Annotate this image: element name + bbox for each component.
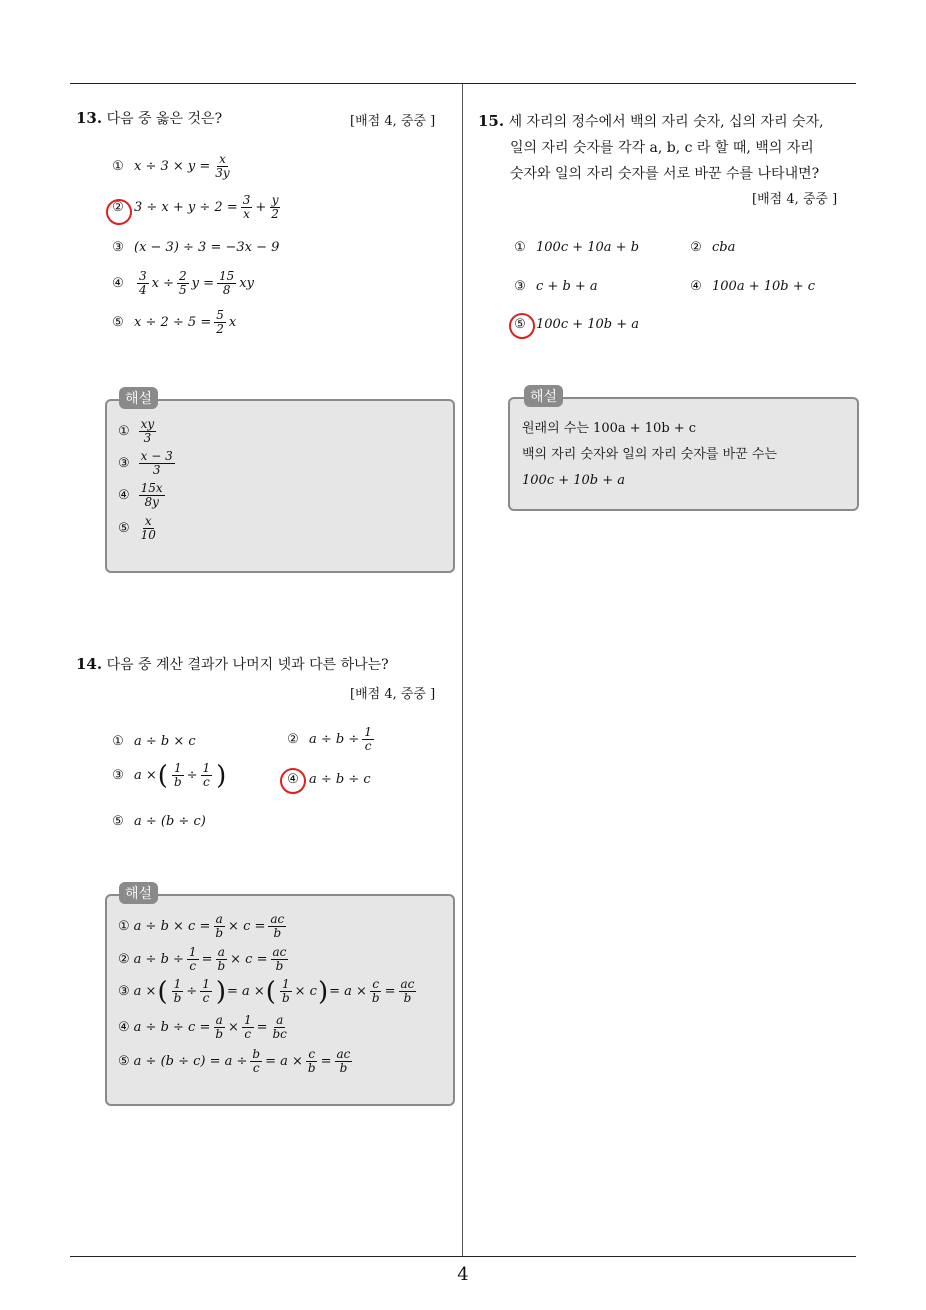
solution-line: 원래의 수는 100a + 10b + c [522, 421, 697, 436]
question-text-line2: 일의 자리 숫자를 각각 a, b, c 라 할 때, 백의 자리 [510, 140, 814, 156]
solution-tag: 해설 [119, 882, 158, 904]
question-text-line3: 숫자와 일의 자리 숫자를 서로 바꾼 수를 나타내면? [510, 166, 820, 182]
expression: x ÷ [151, 276, 174, 292]
expression: y = [191, 276, 215, 292]
option-marker: ③ [514, 279, 526, 294]
option-marker: ① [118, 424, 130, 440]
expression: × c = [230, 952, 268, 968]
fraction: $\frac{x}{10}$ [140, 514, 156, 543]
q15-option-4[interactable] [688, 279, 815, 294]
option-marker: ⑤ [112, 315, 124, 331]
fraction: $\frac{a}{b}$ [215, 1013, 224, 1042]
operator: + [255, 200, 267, 216]
solution-line [118, 946, 291, 973]
solution-line [118, 913, 289, 940]
question-number: 15. [478, 112, 505, 130]
q13-option-4[interactable] [110, 270, 254, 297]
expression: x ÷ 3 × y = [134, 159, 211, 175]
expression: 100a + 10b + c [712, 279, 816, 294]
fraction: $\frac{1}{c}$ [202, 977, 210, 1006]
option-marker: ⑤ [112, 814, 124, 829]
expression: × c = [228, 919, 266, 935]
expression: cba [712, 240, 736, 255]
option-marker: ⑤ [118, 521, 130, 537]
expression: a ÷ b ÷ c [309, 772, 371, 787]
fraction: $\frac{1}{b}$ [173, 977, 182, 1006]
option-marker: ⑤ [514, 317, 526, 332]
fraction: $\frac{ac}{b}$ [336, 1047, 351, 1076]
q13-header [76, 108, 222, 128]
solution-line [118, 450, 178, 477]
expression: a ÷ b ÷ c = [133, 1020, 211, 1036]
fraction: $\frac{a}{bc}$ [272, 1013, 287, 1042]
option-marker: ③ [112, 768, 124, 784]
expression: x [228, 315, 237, 331]
answer-mark-circle [509, 313, 535, 339]
q15-score: [배점 4, 중중 ] [752, 192, 838, 207]
q13-option-1[interactable] [110, 153, 235, 180]
expression: = a × [329, 984, 367, 1000]
option-marker: ① [112, 159, 124, 175]
fraction: $\frac{3}{4}$ [139, 269, 147, 298]
solution-line [118, 1014, 292, 1041]
expression: a ÷ (b ÷ c) = a ÷ [133, 1054, 248, 1070]
q13-option-3[interactable] [110, 240, 279, 255]
q15-header [478, 108, 858, 187]
expression: a ÷ b × c [134, 734, 196, 749]
option-marker: ④ [287, 772, 299, 787]
expression: a ÷ (b ÷ c) [134, 814, 206, 829]
option-marker: ② [287, 732, 299, 748]
option-marker: ⑤ [118, 1054, 130, 1070]
q15-option-2[interactable] [688, 240, 735, 255]
q15-option-1[interactable] [512, 240, 639, 255]
expression: × c [294, 984, 317, 1000]
expression: = [256, 1020, 268, 1036]
q14-option-5[interactable] [110, 814, 206, 829]
solution-line: 100c + 10b + a [522, 473, 626, 488]
expression: = [384, 984, 396, 1000]
fraction: $\frac{c}{b}$ [307, 1047, 316, 1076]
fraction: $\frac{1}{c}$ [243, 1013, 252, 1042]
q14-option-3[interactable] [110, 762, 227, 789]
option-marker: ③ [118, 456, 130, 472]
solution-line [118, 418, 159, 445]
solution-line: 백의 자리 숫자와 일의 자리 숫자를 바꾼 수는 [522, 447, 777, 462]
bottom-rule [70, 1256, 856, 1257]
answer-mark-circle [280, 768, 306, 794]
paren: ) [216, 760, 227, 791]
fraction: $\frac{15x}{8y}$ [140, 481, 163, 510]
option-marker: ① [514, 240, 526, 255]
expression: c + b + a [536, 279, 598, 294]
fraction: $\frac{3}{x}$ [242, 193, 251, 222]
expression: = a × [226, 984, 265, 1000]
fraction: $\frac{ac}{b}$ [270, 912, 285, 941]
fraction: $\frac{5}{2}$ [216, 308, 224, 337]
option-marker: ④ [118, 1020, 130, 1036]
fraction: $\frac{15}{8}$ [219, 269, 235, 298]
solution-tag: 해설 [119, 387, 158, 409]
option-marker: ④ [690, 279, 702, 294]
expression: a ÷ b ÷ [133, 952, 184, 968]
option-marker: ② [112, 200, 124, 216]
expression: = [320, 1054, 332, 1070]
operator: ÷ [186, 768, 198, 784]
expression: a × [133, 984, 157, 1000]
solution-line [118, 1048, 355, 1075]
expression: 100c + 10a + b [536, 240, 640, 255]
paren: ( [157, 976, 168, 1007]
q15-solution-text [522, 416, 777, 494]
option-marker: ① [112, 734, 124, 749]
option-marker: ② [118, 952, 130, 968]
fraction: $\frac{1}{c}$ [202, 761, 211, 790]
fraction: $\frac{ac}{b}$ [272, 945, 287, 974]
question-text: 다음 중 계산 결과가 나머지 넷과 다른 하나는? [106, 657, 389, 673]
page-number: 4 [457, 1264, 469, 1285]
fraction: $\frac{1}{c}$ [188, 945, 197, 974]
solution-line [118, 482, 168, 509]
expression: 3 ÷ x + y ÷ 2 = [134, 200, 238, 216]
q14-score: [배점 4, 중중 ] [350, 687, 436, 702]
q14-header [76, 654, 389, 674]
fraction: $\frac{x}{3y}$ [215, 152, 230, 181]
fraction: $\frac{xy}{3}$ [140, 417, 155, 446]
solution-line [118, 978, 419, 1005]
expression: = [201, 952, 213, 968]
fraction: $\frac{a}{b}$ [215, 912, 224, 941]
question-number: 13. [76, 109, 103, 127]
option-marker: ① [118, 919, 130, 935]
q14-option-1[interactable] [110, 734, 196, 749]
expression: 100c + 10b + a [536, 317, 640, 332]
option-marker: ③ [112, 240, 124, 255]
fraction: $\frac{c}{b}$ [371, 977, 380, 1006]
expression: a × [134, 768, 157, 784]
solution-line [118, 515, 161, 542]
question-text-line1: 세 자리의 정수에서 백의 자리 숫자, 십의 자리 숫자, [508, 114, 824, 130]
question-number: 14. [76, 655, 103, 673]
question-text: 다음 중 옳은 것은? [106, 111, 223, 127]
expression: (x − 3) ÷ 3 = −3x − 9 [134, 240, 280, 255]
expression: a ÷ b × c = [133, 919, 211, 935]
paren: ) [215, 976, 226, 1007]
fraction: $\frac{1}{b}$ [173, 761, 182, 790]
option-marker: ④ [112, 276, 124, 292]
operator: ÷ [186, 984, 198, 1000]
fraction: $\frac{y}{2}$ [271, 193, 279, 222]
fraction: $\frac{x - 3}{3}$ [140, 449, 173, 478]
fraction: $\frac{ac}{b}$ [400, 977, 415, 1006]
paren: ( [157, 760, 168, 791]
fraction: $\frac{a}{b}$ [217, 945, 226, 974]
expression: = a × [265, 1054, 303, 1070]
q13-score: [배점 4, 중중 ] [350, 114, 436, 129]
top-rule [70, 83, 856, 84]
option-marker: ② [690, 240, 702, 255]
q15-option-3[interactable] [512, 279, 598, 294]
option-marker: ③ [118, 984, 130, 1000]
column-divider [462, 84, 463, 1256]
solution-tag: 해설 [524, 385, 563, 407]
option-marker: ④ [118, 488, 130, 504]
paren: ( [265, 976, 276, 1007]
fraction: $\frac{1}{c}$ [364, 725, 372, 754]
expression: x ÷ 2 ÷ 5 = [134, 315, 212, 331]
expression: a ÷ b ÷ [309, 732, 360, 748]
q13-option-5[interactable] [110, 309, 236, 336]
q14-option-2[interactable] [285, 726, 377, 753]
q13-option-2[interactable] [110, 194, 284, 221]
expression: xy [239, 276, 254, 292]
fraction: $\frac{1}{b}$ [281, 977, 290, 1006]
paren: ) [317, 976, 329, 1007]
answer-mark-circle [106, 199, 132, 225]
fraction: $\frac{b}{c}$ [252, 1047, 261, 1076]
expression: × [228, 1020, 239, 1036]
fraction: $\frac{2}{5}$ [179, 269, 187, 298]
